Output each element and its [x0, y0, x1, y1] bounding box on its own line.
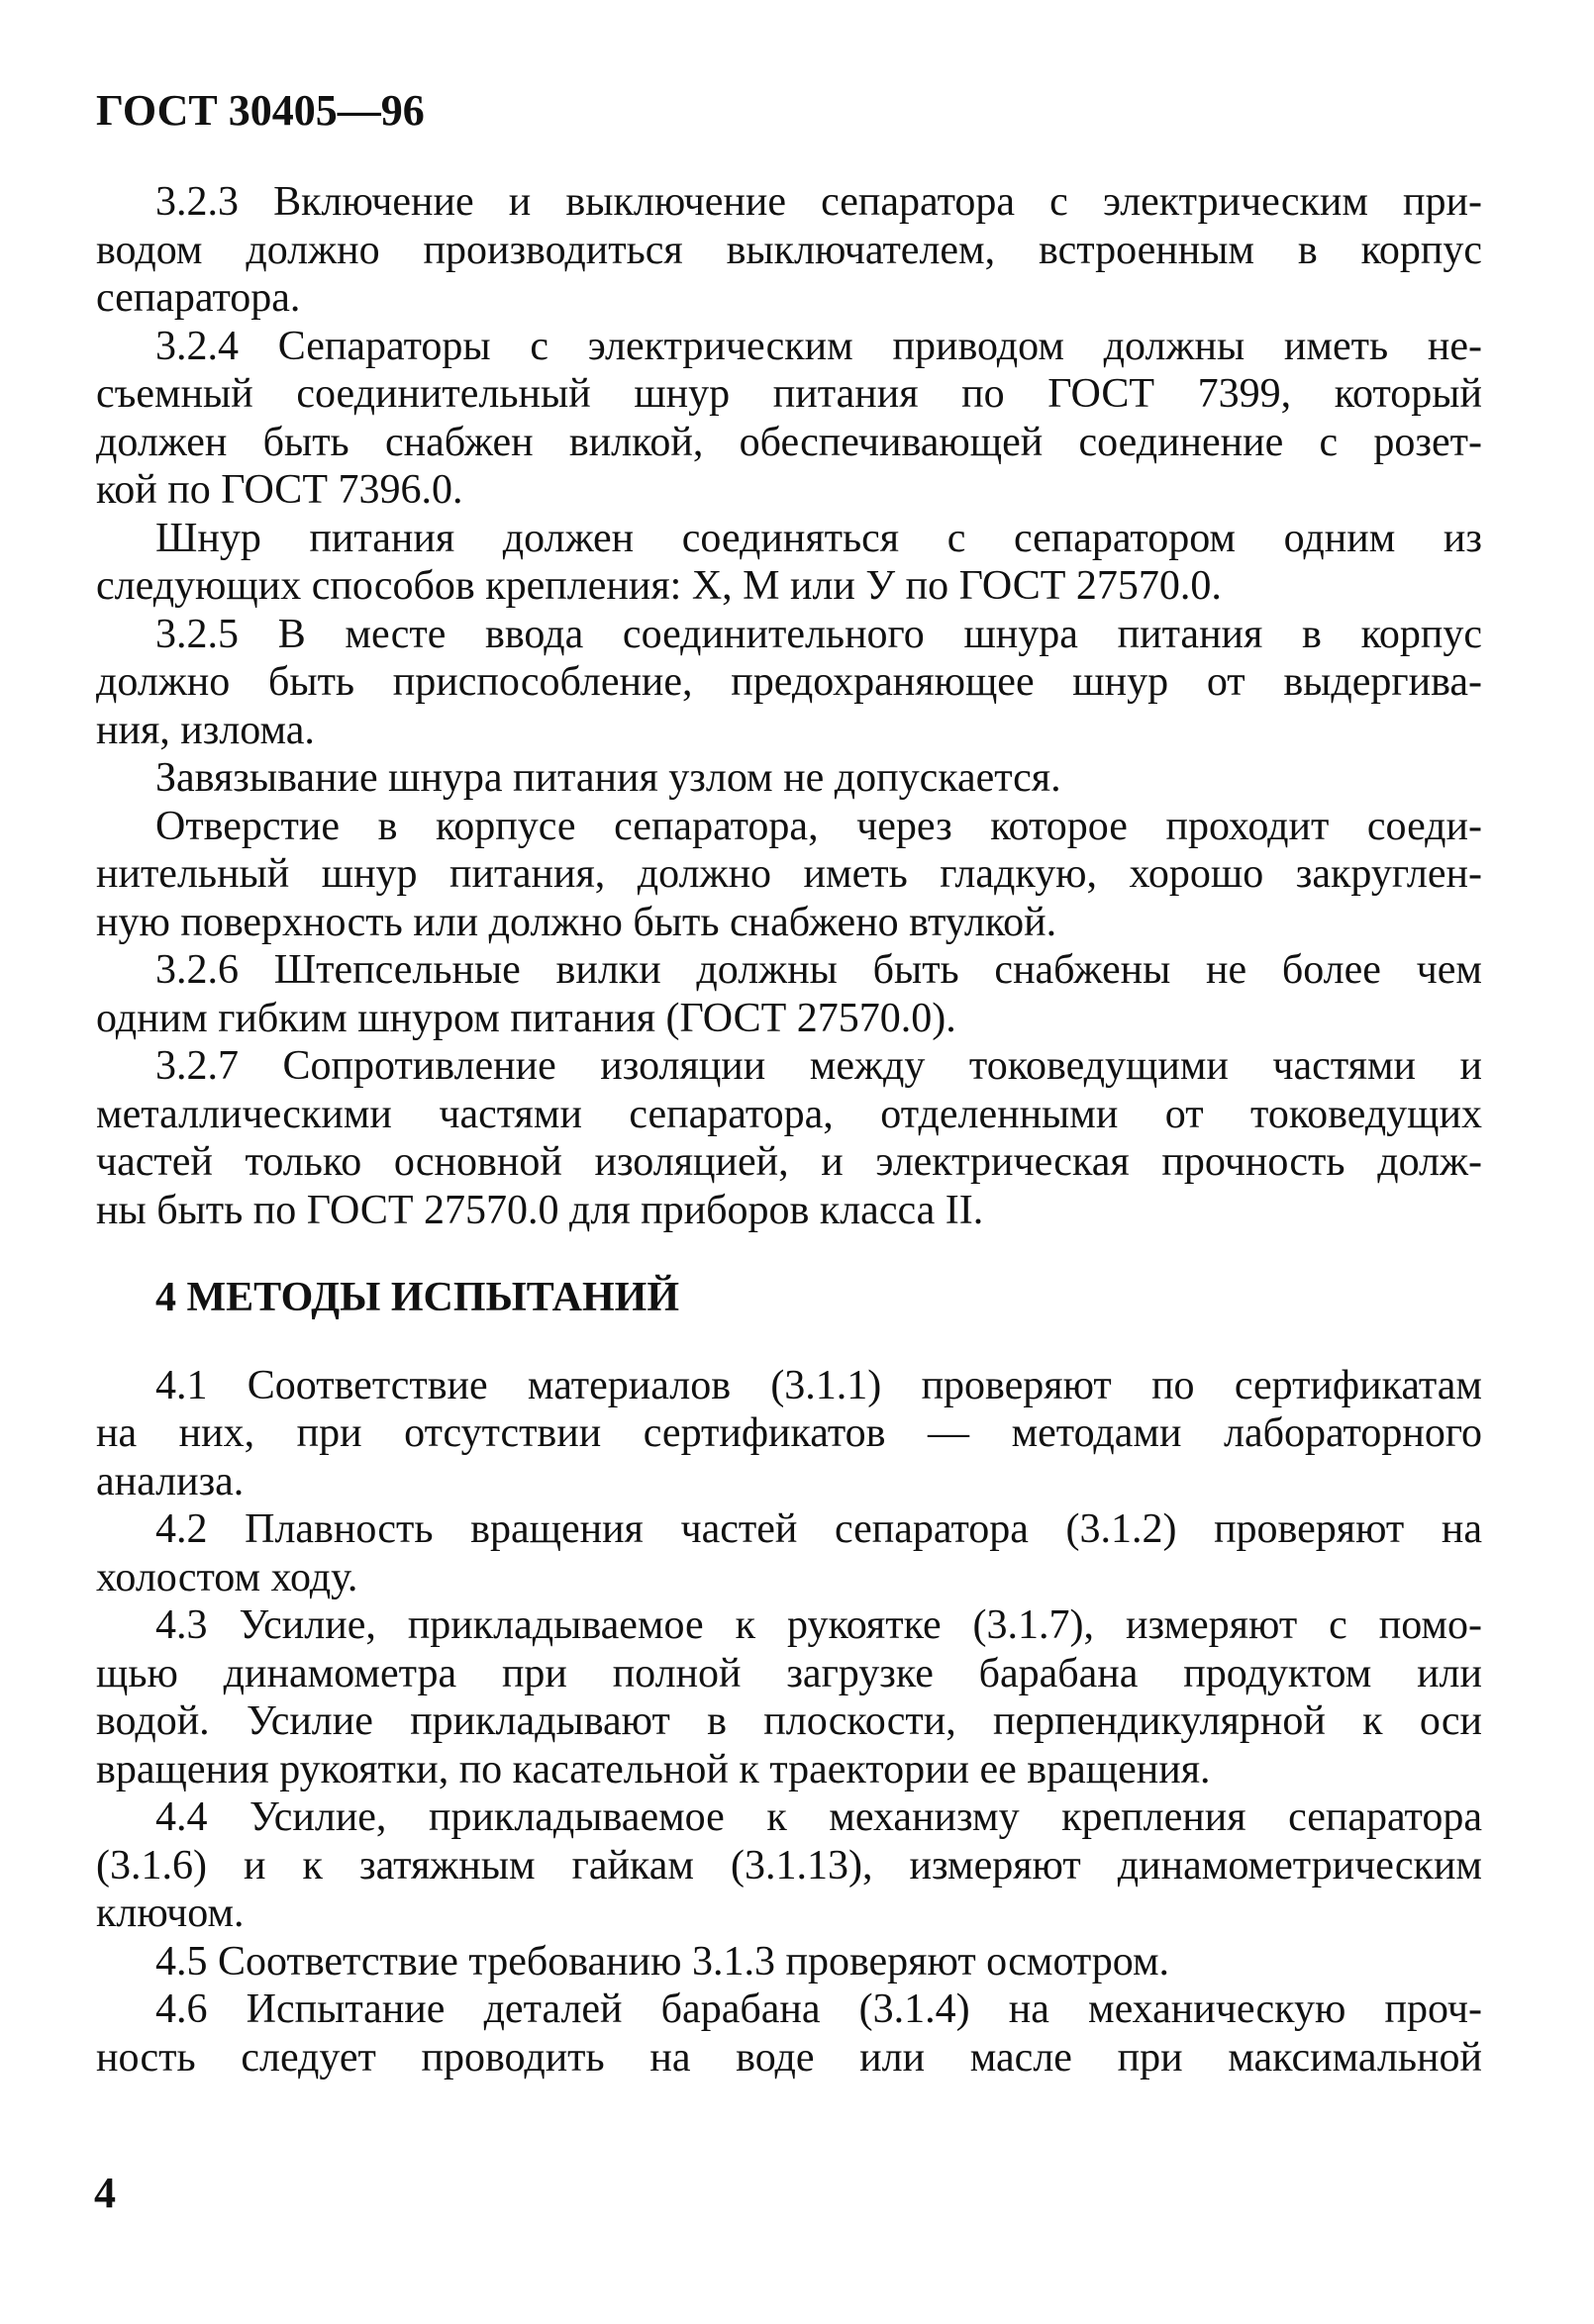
text-line: щью динамометра при полной загрузке барабана продуктом или — [96, 1650, 1482, 1696]
text-line: 4.4 Усилие, прикладываемое к механизму крепления сепаратора — [155, 1794, 1482, 1840]
text-line: 3.2.5 В месте ввода соединительного шнура питания в корпус — [155, 611, 1482, 657]
text-line: вращения рукоятки, по касательной к траектории ее вращения. — [96, 1746, 1211, 1792]
text-line: водом должно производиться выключателем, встроенным в корпус — [96, 227, 1482, 273]
text-line: 4.2 Плавность вращения частей сепаратора (3.1.2) проверяют на — [155, 1506, 1482, 1552]
text-line: 3.2.7 Сопротивление изоляции между токоведущими частями и — [155, 1043, 1482, 1089]
section-title: 4 МЕТОДЫ ИСПЫТАНИЙ — [155, 1275, 679, 1320]
text-line: 3.2.4 Сепараторы с электрическим приводом должны иметь не- — [155, 323, 1482, 369]
text-line: 4.5 Соответствие требованию 3.1.3 проверяют осмотром. — [155, 1938, 1170, 1985]
document-header: ГОСТ 30405—96 — [96, 86, 425, 135]
text-line: кой по ГОСТ 7396.0. — [96, 467, 463, 513]
text-line: сепаратора. — [96, 275, 301, 321]
text-line: 4.1 Соответствие материалов (3.1.1) проверяют по сертификатам — [155, 1362, 1482, 1408]
text-line: ность следует проводить на воде или масле при максимальной — [96, 2034, 1482, 2081]
text-line: частей только основной изоляцией, и электрическая прочность долж- — [96, 1139, 1482, 1185]
text-line: водой. Усилие прикладывают в плоскости, перпендикулярной к оси — [96, 1698, 1482, 1744]
text-line: 3.2.3 Включение и выключение сепаратора с электрическим при- — [155, 179, 1482, 225]
text-line: металлическими частями сепаратора, отделенными от токоведущих — [96, 1091, 1482, 1137]
text-line: съемный соединительный шнур питания по ГОСТ 7399, который — [96, 371, 1482, 417]
text-line: Завязывание шнура питания узлом не допускается. — [155, 755, 1061, 801]
text-line: холостом ходу. — [96, 1554, 358, 1600]
text-line: (3.1.6) и к затяжным гайкам (3.1.13), измеряют динамометрическим — [96, 1842, 1482, 1888]
document-body — [96, 178, 1482, 2082]
text-line: одним гибким шнуром питания (ГОСТ 27570.0). — [96, 995, 956, 1041]
text-line: Шнур питания должен соединяться с сепаратором одним из — [155, 515, 1482, 561]
text-line: 4.6 Испытание деталей барабана (3.1.4) на механическую проч- — [155, 1986, 1482, 2032]
text-line: следующих способов крепления: X, М или У по ГОСТ 27570.0. — [96, 563, 1222, 609]
text-line: должно быть приспособление, предохраняющее шнур от выдергива- — [96, 659, 1482, 705]
text-line: 3.2.6 Штепсельные вилки должны быть снабжены не более чем — [155, 947, 1482, 993]
text-line: ния, излома. — [96, 707, 315, 753]
text-line: анализа. — [96, 1458, 245, 1504]
page-number: 4 — [94, 2169, 116, 2217]
text-line: должен быть снабжен вилкой, обеспечивающей соединение с розет- — [96, 419, 1482, 465]
text-line: нительный шнур питания, должно иметь гладкую, хорошо закруглен- — [96, 851, 1482, 897]
text-line: Отверстие в корпусе сепаратора, через которое проходит соеди- — [155, 803, 1482, 849]
text-line: ны быть по ГОСТ 27570.0 для приборов класса II. — [96, 1187, 984, 1233]
text-line: 4.3 Усилие, прикладываемое к рукоятке (3.1.7), измеряют с помо- — [155, 1602, 1482, 1648]
text-line: ключом. — [96, 1890, 245, 1936]
text-line: на них, при отсутствии сертификатов — методами лабораторного — [96, 1410, 1482, 1456]
text-line: ную поверхность или должно быть снабжено втулкой. — [96, 899, 1057, 945]
